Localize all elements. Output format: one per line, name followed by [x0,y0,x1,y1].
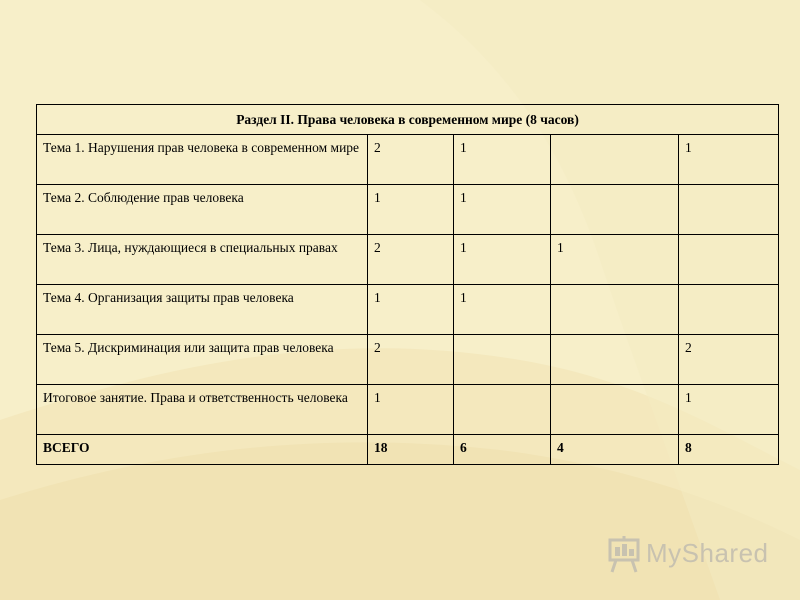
hours-cell [454,385,551,435]
hours-cell: 1 [368,285,454,335]
topic-name: Тема 5. Дискриминация или защита прав человека [37,335,368,385]
hours-cell [551,335,679,385]
table-row [37,135,779,185]
section-title: Раздел II. Права человека в современном мире (8 часов) [37,105,779,135]
topic-name: Итоговое занятие. Права и ответственность человека [37,385,368,435]
presentation-board-icon [604,534,644,574]
table-row [37,285,779,335]
hours-cell: 1 [454,285,551,335]
hours-cell: 2 [368,235,454,285]
hours-cell: 1 [454,135,551,185]
topic-name: Тема 3. Лица, нуждающиеся в специальных правах [37,235,368,285]
hours-cell: 1 [454,185,551,235]
total-cell: 8 [679,435,779,465]
watermark-text: MyShared [646,538,769,568]
hours-cell [551,385,679,435]
table-row [37,185,779,235]
table-row [37,235,779,285]
hours-cell [679,285,779,335]
hours-cell: 1 [679,385,779,435]
hours-cell: 1 [368,385,454,435]
hours-cell [551,185,679,235]
total-label: ВСЕГО [37,435,368,465]
hours-cell: 2 [368,335,454,385]
hours-cell: 2 [679,335,779,385]
topic-name: Тема 4. Организация защиты прав человека [37,285,368,335]
hours-cell [679,185,779,235]
topic-name: Тема 1. Нарушения прав человека в современном мире [37,135,368,185]
hours-cell: 1 [679,135,779,185]
hours-cell: 1 [368,185,454,235]
table-row [37,385,779,435]
hours-cell [454,335,551,385]
hours-cell [551,135,679,185]
curriculum-table [36,104,779,465]
total-cell: 18 [368,435,454,465]
hours-cell [551,285,679,335]
total-cell: 4 [551,435,679,465]
hours-cell [679,235,779,285]
hours-cell: 1 [454,235,551,285]
hours-cell: 2 [368,135,454,185]
total-cell: 6 [454,435,551,465]
section-header-row [37,105,779,135]
table-row [37,335,779,385]
topic-name: Тема 2. Соблюдение прав человека [37,185,368,235]
total-row [37,435,779,465]
hours-cell: 1 [551,235,679,285]
watermark-logo [604,534,774,574]
